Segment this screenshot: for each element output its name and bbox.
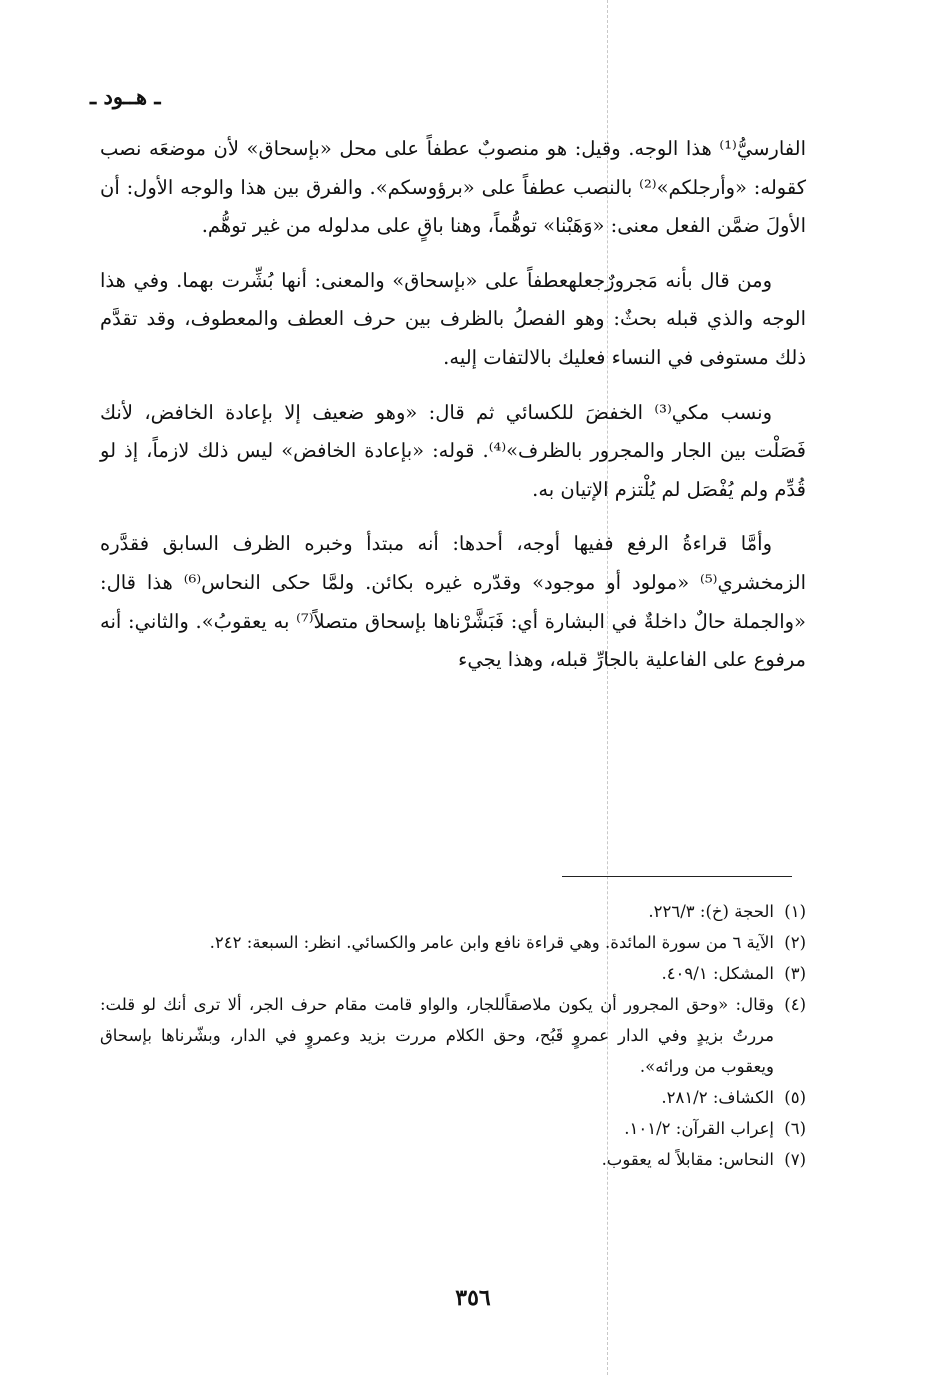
page-number: ٣٥٦ <box>455 1285 491 1311</box>
footnote-3 <box>100 958 806 989</box>
page-header <box>0 84 946 114</box>
footnote-number: (١) <box>784 902 806 921</box>
footnote-separator <box>562 876 792 877</box>
footnote-6 <box>100 1113 806 1144</box>
footnote-number: (٤) <box>784 995 806 1014</box>
footnote-text: وقال: «وحق المجرور أن يكون ملاصقاًللجار، والواو قامت مقام حرف الجر، ألا ترى أنك لو قلت: مررتُ بزيدٍ وفي الدار عمروٍ قَبُح، وحق الكلام مررت بزيد وعمروٍ في الدار، وبشّرناها بإسحاق ويعقوب من ورائه». <box>100 995 774 1076</box>
footnote-text: المشكل: ٤٠٩/١. <box>661 964 774 983</box>
footnote-number: (٦) <box>784 1119 806 1138</box>
footnote-text: النحاس: مقابلاً له يعقوب. <box>601 1150 774 1169</box>
footnote-2 <box>100 927 806 958</box>
main-text <box>100 130 806 696</box>
footnote-text: الحجة (خ): ٢٢٦/٣. <box>648 902 774 921</box>
footnote-number: (٢) <box>784 933 806 952</box>
paragraph-2: ومن قال بأنه مَجرورٌجعلهعطفاً على «بإسحاق» والمعنى: أنها بُشِّرت بهما. وفي هذا الوجه والذي قبله بحثٌ: وهو الفصلُ بالظرف بين حرف العطف والمعطوف، وقد تقدَّم ذلك مستوفى في النساء فعليك بالالتفات إليه. <box>100 268 806 369</box>
running-head: ـ هــود ـ <box>90 84 161 109</box>
footnote-text: إعراب القرآن: ١٠١/٢. <box>624 1119 774 1138</box>
footnote-number: (٧) <box>784 1150 806 1169</box>
footnotes-list <box>100 896 806 1175</box>
footnote-text: الكشاف: ٢٨١/٢. <box>661 1088 774 1107</box>
footnote-5 <box>100 1082 806 1113</box>
footnote-text: الآية ٦ من سورة المائدة. وهي قراءة نافع وابن عامر والكسائي. انظر: السبعة: ٢٤٢. <box>209 933 774 952</box>
footnote-7 <box>100 1144 806 1175</box>
paragraph-4: وأمَّا قراءةُ الرفع ففيها أوجه، أحدها: أنه مبتدأ وخبره الظرف السابق فقدَّره الزمخشري⁽⁵⁾ «مولود أو موجود» وقدّره غيره بكائن. ولمَّا حكى النحاس⁽⁶⁾ هذا قال: «والجملة حالٌ داخلةٌ في البشارة أي: فَبَشَّرْناها بإسحاق متصلاً⁽⁷⁾ به يعقوبُ». والثاني: أنه مرفوع على الفاعلية بالجارِّ قبله، وهذا يجيء <box>100 532 807 672</box>
footnote-number: (٥) <box>784 1088 806 1107</box>
footnote-number: (٣) <box>784 964 806 983</box>
paragraph-1: الفارسيُّ⁽¹⁾ هذا الوجه. وقيل: هو منصوبٌ عطفاً على محل «بإسحاق» لأن موضعَه نصب كقوله: «وأرجلكم»⁽²⁾ بالنصب عطفاً على «برؤوسكم». والفرق بين هذا والوجه الأول: أن الأولَ ضمَّن الفعل معنى: «وَهَبْنا» توهُّماً، وهنا باقٍ على مدلوله من غير توهُّم. <box>100 137 806 238</box>
paragraph-3: ونسب مكي⁽³⁾ الخفضَ للكسائي ثم قال: «وهو ضعيف إلا بإعادة الخافض، لأنك فَصَلْت بين الجار والمجرور بالظرف»⁽⁴⁾. قوله: «بإعادة الخافض» ليس ذلك لازماً، إذ لو قُدِّم ولم يُفْصَل لم يُلْتزم الإتيان به. <box>100 400 806 501</box>
footnote-1 <box>100 896 806 927</box>
footnote-4 <box>100 989 806 1082</box>
